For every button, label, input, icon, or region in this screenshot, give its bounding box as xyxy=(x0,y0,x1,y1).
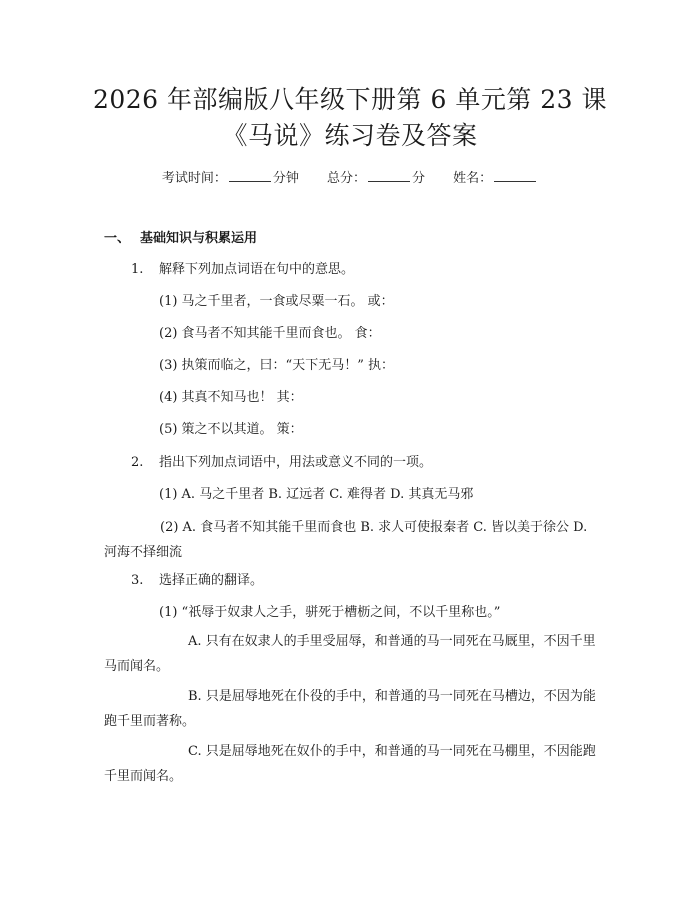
question-number: 2. xyxy=(131,455,144,470)
total-score-field xyxy=(327,171,429,186)
question-number: 1. xyxy=(131,262,144,277)
question-1 xyxy=(131,260,354,280)
q3-option-a: A. 只有在奴隶人的手里受屈辱，和普通的马一同死在马厩里，不因千里马而闻名。 xyxy=(104,634,596,674)
q1-item-3: (3) 执策而临之，曰：“天下无马！” 执： xyxy=(159,358,394,373)
q3-item-1: (1) “祇辱于奴隶人之手，骈死于槽枥之间，不以千里称也。” xyxy=(159,605,501,620)
exam-time-label: 考试时间： xyxy=(161,171,227,186)
section-heading xyxy=(104,229,257,249)
q1-item-4: (4) 其真不知马也！ 其： xyxy=(159,390,303,405)
q1-item-1: (1) 马之千里者，一食或尽粟一石。 或： xyxy=(159,294,394,309)
question-number: 3. xyxy=(131,573,144,588)
q1-item-2: (2) 食马者不知其能千里而食也。 食： xyxy=(159,326,381,341)
q3-option-c: C. 只是屈辱地死在奴仆的手中，和普通的马一同死在马棚里，不因能跑千里而闻名。 xyxy=(104,744,596,784)
exam-info-row xyxy=(0,168,700,189)
q3-option-b: B. 只是屈辱地死在仆役的手中，和普通的马一同死在马槽边，不因为能跑千里而著称。 xyxy=(104,689,596,729)
q2-item-1: (1) A. 马之千里者 B. 辽远者 C. 难得者 D. 其真无马邪 xyxy=(159,487,474,502)
student-name-blank[interactable] xyxy=(494,168,536,182)
exam-time-blank[interactable] xyxy=(229,168,271,182)
total-score-blank[interactable] xyxy=(368,168,410,182)
page-subtitle: 《马说》练习卷及答案 xyxy=(222,121,478,150)
exam-time-unit: 分钟 xyxy=(272,171,299,186)
question-stem: 选择正确的翻译。 xyxy=(159,573,264,588)
student-name-label: 姓名： xyxy=(453,171,493,186)
q1-item-5: (5) 策之不以其道。 策： xyxy=(159,422,303,437)
exam-time-field xyxy=(162,171,303,186)
student-name-field xyxy=(453,171,538,186)
section-title: 基础知识与积累运用 xyxy=(140,231,258,246)
section-number: 一、 xyxy=(104,231,131,246)
page-title: 2026 年部编版八年级下册第 6 单元第 23 课 xyxy=(92,85,608,114)
total-score-unit: 分 xyxy=(412,171,426,186)
question-stem: 解释下列加点词语在句中的意思。 xyxy=(159,262,355,277)
question-stem: 指出下列加点词语中，用法或意义不同的一项。 xyxy=(159,455,433,470)
q2-item-2: (2) A. 食马者不知其能千里而食也 B. 求人可使报秦者 C. 皆以美于徐公 D. 河海不择细流 xyxy=(104,520,588,560)
total-score-label: 总分： xyxy=(326,171,366,186)
question-2 xyxy=(131,453,432,473)
question-3 xyxy=(131,571,263,591)
